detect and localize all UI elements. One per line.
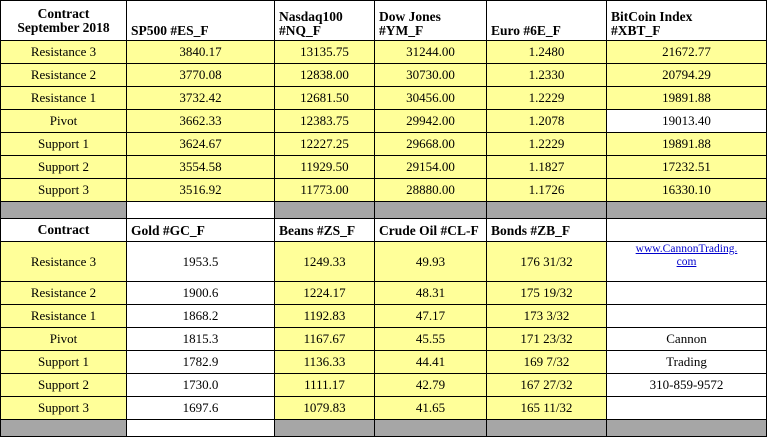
contact-cell — [607, 397, 767, 420]
cell-beans-support-3: 1079.83 — [275, 397, 375, 420]
cell-euro-support-3: 1.1726 — [487, 179, 607, 202]
contact-cell — [607, 282, 767, 305]
cell-bitcoin-resistance-2: 20794.29 — [607, 64, 767, 87]
cell-beans-resistance-1: 1192.83 — [275, 305, 375, 328]
cell-sp500-resistance-1: 3732.42 — [127, 87, 275, 110]
cell-bitcoin-resistance-1: 19891.88 — [607, 87, 767, 110]
table-row — [1, 110, 767, 133]
cell-euro-pivot: 1.2078 — [487, 110, 607, 133]
cell-bonds-support-3: 165 11/32 — [487, 397, 607, 420]
cell-bitcoin-support-2: 17232.51 — [607, 156, 767, 179]
cannon-trading-link[interactable]: www.CannonTrading. — [635, 243, 738, 255]
header-bitcoin-index — [607, 1, 767, 41]
divider-cell — [275, 420, 375, 437]
cell-bitcoin-resistance-3: 21672.77 — [607, 41, 767, 64]
table-row — [1, 179, 767, 202]
cell-dow-resistance-1: 30456.00 — [375, 87, 487, 110]
header-euro-label: Euro #6E_F — [491, 23, 561, 38]
header-contract-line2: September 2018 — [17, 19, 110, 35]
cell-crude-support-3: 41.65 — [375, 397, 487, 420]
cell-crude-resistance-3: 49.93 — [375, 242, 487, 282]
table-row — [1, 242, 767, 282]
table2-header-row — [1, 219, 767, 242]
cell-bonds-pivot: 171 23/32 — [487, 328, 607, 351]
table-header-row — [1, 1, 767, 41]
cell-bonds-support-1: 169 7/32 — [487, 351, 607, 374]
divider-cell — [275, 202, 375, 219]
divider-cell — [1, 202, 127, 219]
table-row — [1, 87, 767, 110]
table-row — [1, 351, 767, 374]
cell-gold-resistance-1: 1868.2 — [127, 305, 275, 328]
cell-gold-resistance-3: 1953.5 — [127, 242, 275, 282]
cell-crude-support-1: 44.41 — [375, 351, 487, 374]
header-nasdaq100-line1: Nasdaq100 — [279, 9, 343, 24]
cell-nasdaq100-support-3: 11773.00 — [275, 179, 375, 202]
table-row — [1, 64, 767, 87]
header-sp500-label: SP500 #ES_F — [131, 23, 209, 38]
table-row — [1, 282, 767, 305]
header-euro — [487, 1, 607, 41]
cell-bonds-resistance-1: 173 3/32 — [487, 305, 607, 328]
header2-gold: Gold #GC_F — [127, 219, 275, 242]
row-label-resistance-3: Resistance 3 — [1, 41, 127, 64]
header-dow-jones-line2: #YM_F — [379, 23, 424, 38]
cannon-trading-link-cont[interactable]: com — [676, 256, 697, 268]
table-row — [1, 328, 767, 351]
header-bitcoin-line2: #XBT_F — [611, 23, 661, 38]
cell-bitcoin-support-3: 16330.10 — [607, 179, 767, 202]
row2-label-resistance-2: Resistance 2 — [1, 282, 127, 305]
cell-crude-resistance-1: 47.17 — [375, 305, 487, 328]
row2-label-support-1: Support 1 — [1, 351, 127, 374]
header-bitcoin-line1: BitCoin Index — [611, 9, 693, 24]
cell-nasdaq100-resistance-3: 13135.75 — [275, 41, 375, 64]
website-link-cell[interactable] — [607, 242, 767, 282]
cell-dow-resistance-2: 30730.00 — [375, 64, 487, 87]
header2-beans: Beans #ZS_F — [275, 219, 375, 242]
header-dow-jones — [375, 1, 487, 41]
divider-cell — [375, 420, 487, 437]
cell-sp500-pivot: 3662.33 — [127, 110, 275, 133]
divider-cell — [607, 420, 767, 437]
header-dow-jones-line1: Dow Jones — [379, 9, 441, 24]
cell-dow-pivot: 29942.00 — [375, 110, 487, 133]
cell-dow-support-1: 29668.00 — [375, 133, 487, 156]
bottom-divider-row — [1, 420, 767, 437]
table-row — [1, 41, 767, 64]
divider-cell — [487, 202, 607, 219]
company-name-cell: Cannon — [607, 328, 767, 351]
cell-sp500-support-3: 3516.92 — [127, 179, 275, 202]
cell-gold-support-3: 1697.6 — [127, 397, 275, 420]
cell-sp500-support-2: 3554.58 — [127, 156, 275, 179]
cell-sp500-support-1: 3624.67 — [127, 133, 275, 156]
cell-sp500-resistance-2: 3770.08 — [127, 64, 275, 87]
cell-beans-resistance-3: 1249.33 — [275, 242, 375, 282]
cell-bonds-support-2: 167 27/32 — [487, 374, 607, 397]
row-label-resistance-2: Resistance 2 — [1, 64, 127, 87]
section-divider-row — [1, 202, 767, 219]
header-nasdaq100 — [275, 1, 375, 41]
table-row — [1, 397, 767, 420]
cell-nasdaq100-pivot: 12383.75 — [275, 110, 375, 133]
row2-label-pivot: Pivot — [1, 328, 127, 351]
header2-crude-oil: Crude Oil #CL-F — [375, 219, 487, 242]
row2-label-support-3: Support 3 — [1, 397, 127, 420]
cell-gold-pivot: 1815.3 — [127, 328, 275, 351]
cell-bitcoin-support-1: 19891.88 — [607, 133, 767, 156]
header-sp500 — [127, 1, 275, 41]
row2-label-resistance-3: Resistance 3 — [1, 242, 127, 282]
header-contract — [1, 1, 127, 41]
cell-nasdaq100-resistance-2: 12838.00 — [275, 64, 375, 87]
cell-beans-support-1: 1136.33 — [275, 351, 375, 374]
table-row — [1, 305, 767, 328]
cell-euro-support-2: 1.1827 — [487, 156, 607, 179]
header2-bonds: Bonds #ZB_F — [487, 219, 607, 242]
cell-bonds-resistance-3: 176 31/32 — [487, 242, 607, 282]
divider-cell-blank — [127, 202, 275, 219]
cell-crude-resistance-2: 48.31 — [375, 282, 487, 305]
divider-cell-blank — [127, 420, 275, 437]
cell-beans-resistance-2: 1224.17 — [275, 282, 375, 305]
cell-nasdaq100-resistance-1: 12681.50 — [275, 87, 375, 110]
cell-gold-support-2: 1730.0 — [127, 374, 275, 397]
cell-bitcoin-pivot: 19013.40 — [607, 110, 767, 133]
cell-nasdaq100-support-1: 12227.25 — [275, 133, 375, 156]
cell-dow-support-2: 29154.00 — [375, 156, 487, 179]
company-name-cell-2: Trading — [607, 351, 767, 374]
divider-cell — [375, 202, 487, 219]
row-label-support-2: Support 2 — [1, 156, 127, 179]
cell-euro-resistance-2: 1.2330 — [487, 64, 607, 87]
table-row — [1, 374, 767, 397]
table-row — [1, 156, 767, 179]
row-label-support-3: Support 3 — [1, 179, 127, 202]
divider-cell — [487, 420, 607, 437]
row-label-resistance-1: Resistance 1 — [1, 87, 127, 110]
header-nasdaq100-line2: #NQ_F — [279, 23, 321, 38]
cell-dow-support-3: 28880.00 — [375, 179, 487, 202]
cell-beans-pivot: 1167.67 — [275, 328, 375, 351]
cell-crude-pivot: 45.55 — [375, 328, 487, 351]
row-label-pivot: Pivot — [1, 110, 127, 133]
cell-gold-resistance-2: 1900.6 — [127, 282, 275, 305]
header2-contact — [607, 219, 767, 242]
cell-euro-resistance-3: 1.2480 — [487, 41, 607, 64]
contact-cell — [607, 305, 767, 328]
divider-cell — [1, 420, 127, 437]
table-row — [1, 133, 767, 156]
cell-euro-resistance-1: 1.2229 — [487, 87, 607, 110]
phone-number-cell: 310-859-9572 — [607, 374, 767, 397]
cell-dow-resistance-3: 31244.00 — [375, 41, 487, 64]
cell-beans-support-2: 1111.17 — [275, 374, 375, 397]
cell-euro-support-1: 1.2229 — [487, 133, 607, 156]
cell-crude-support-2: 42.79 — [375, 374, 487, 397]
header2-contract: Contract — [1, 219, 127, 242]
row2-label-support-2: Support 2 — [1, 374, 127, 397]
cell-sp500-resistance-3: 3840.17 — [127, 41, 275, 64]
cell-bonds-resistance-2: 175 19/32 — [487, 282, 607, 305]
header-contract-line1: Contract — [37, 5, 90, 21]
row-label-support-1: Support 1 — [1, 133, 127, 156]
divider-cell — [607, 202, 767, 219]
row2-label-resistance-1: Resistance 1 — [1, 305, 127, 328]
cell-nasdaq100-support-2: 11929.50 — [275, 156, 375, 179]
cell-gold-support-1: 1782.9 — [127, 351, 275, 374]
